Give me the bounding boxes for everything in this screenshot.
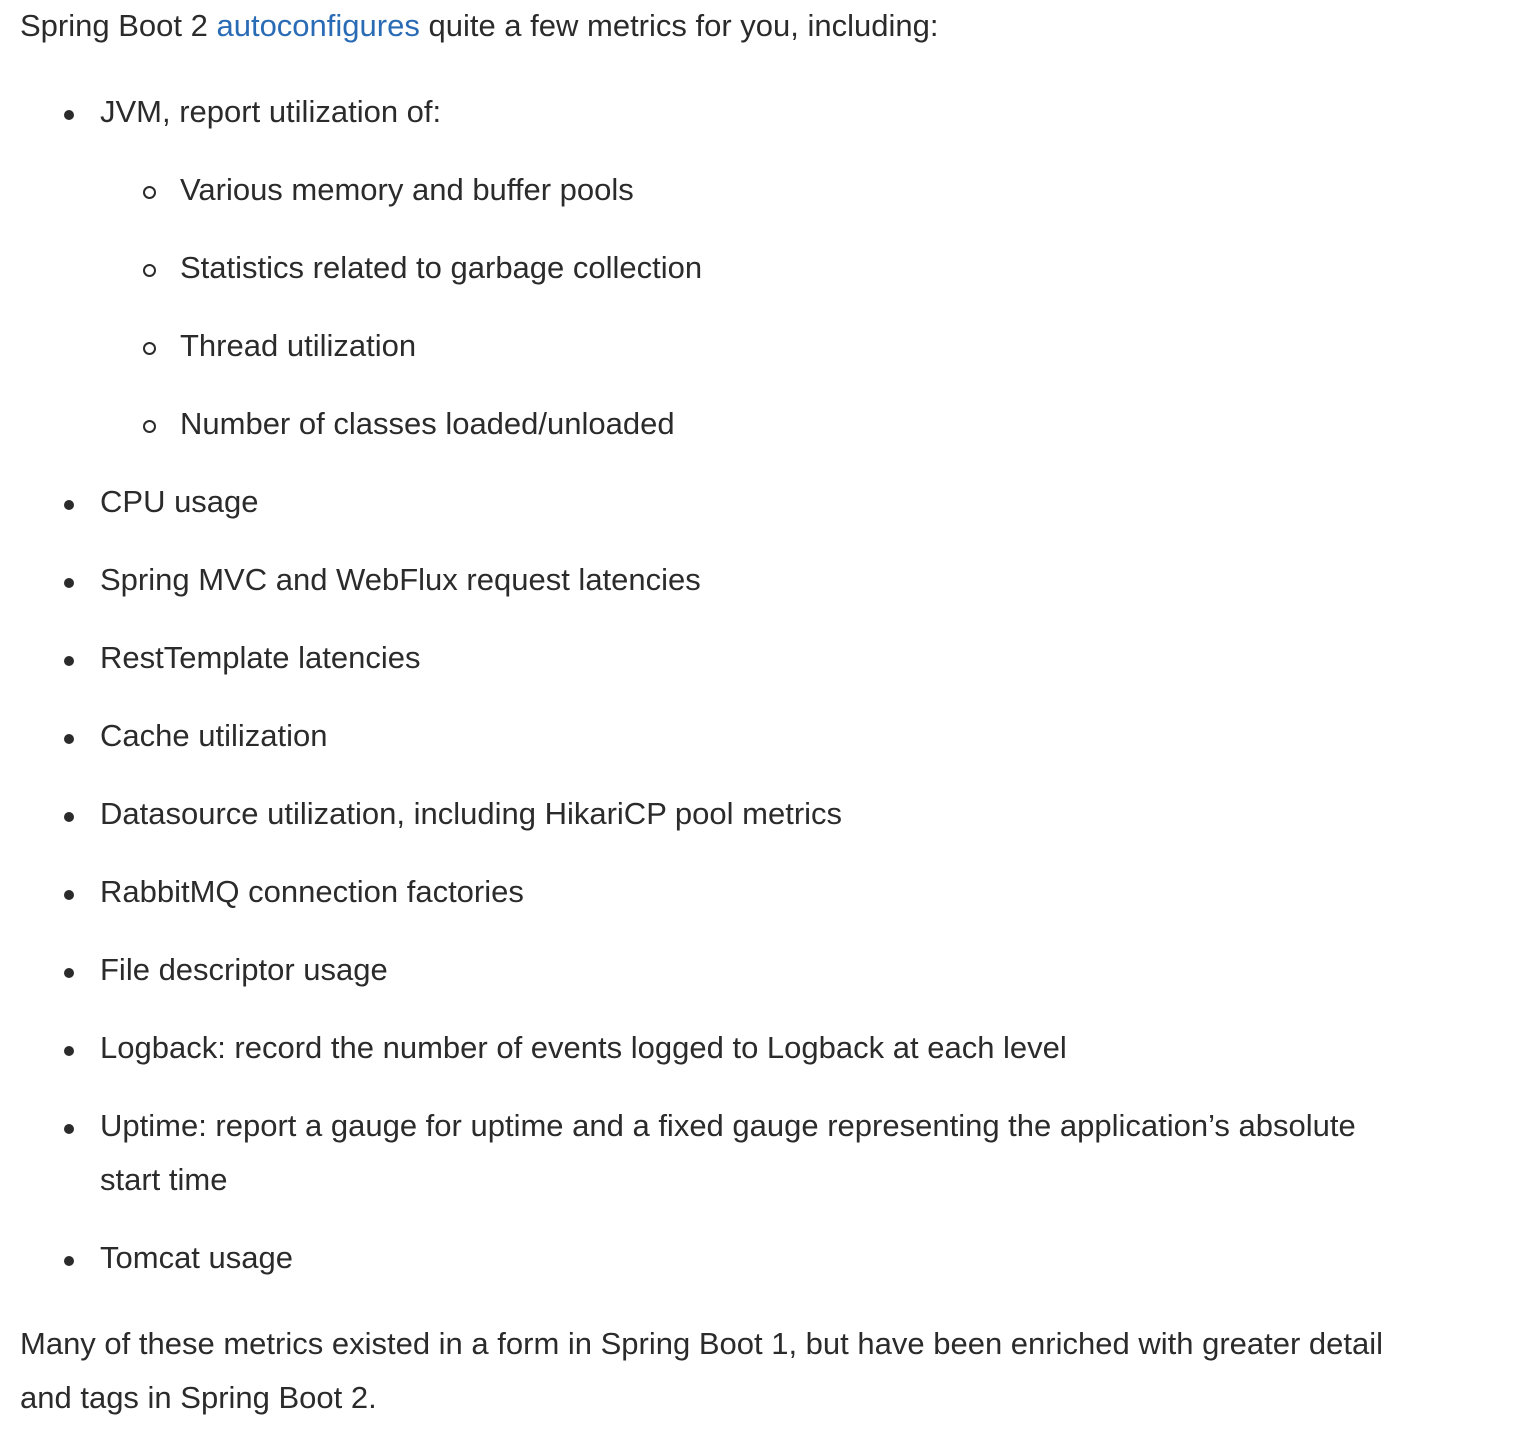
list-item-uptime-continuation: start time <box>100 1162 228 1197</box>
bullet-disc-icon <box>64 812 74 822</box>
bullet-circle-icon <box>143 264 156 277</box>
bullet-disc-icon <box>64 1256 74 1266</box>
list-item: RabbitMQ connection factories <box>100 874 524 909</box>
bullet-circle-icon <box>143 342 156 355</box>
bullet-disc-icon <box>64 1046 74 1056</box>
list-item: RestTemplate latencies <box>100 640 421 675</box>
bullet-disc-icon <box>64 890 74 900</box>
list-item-jvm: JVM, report utilization of: <box>100 94 442 129</box>
sub-list-item: Statistics related to garbage collection <box>180 250 703 285</box>
list-item: Tomcat usage <box>100 1240 293 1275</box>
list-item-uptime: Uptime: report a gauge for uptime and a fixed gauge representing the application’s absolute <box>100 1108 1356 1143</box>
intro-paragraph <box>20 8 938 44</box>
outro-paragraph-line1: Many of these metrics existed in a form in Spring Boot 1, but have been enriched with greater detail <box>20 1326 1384 1361</box>
sub-list-item: Number of classes loaded/unloaded <box>180 406 675 441</box>
list-item: CPU usage <box>100 484 259 519</box>
autoconfigures-link[interactable]: autoconfigures <box>216 8 420 43</box>
intro-text-after: quite a few metrics for you, including: <box>419 8 939 43</box>
intro-text-before: Spring Boot 2 <box>20 8 217 43</box>
list-item: Spring MVC and WebFlux request latencies <box>100 562 701 597</box>
bullet-disc-icon <box>64 968 74 978</box>
sub-list-item: Thread utilization <box>180 328 417 363</box>
list-item: Datasource utilization, including HikariCP pool metrics <box>100 796 843 831</box>
list-item: Logback: record the number of events logged to Logback at each level <box>100 1030 1067 1065</box>
bullet-circle-icon <box>143 186 156 199</box>
list-item: Cache utilization <box>100 718 328 753</box>
bullet-disc-icon <box>64 1124 74 1134</box>
bullet-circle-icon <box>143 420 156 433</box>
outro-paragraph-line2: and tags in Spring Boot 2. <box>20 1380 377 1415</box>
bullet-disc-icon <box>64 578 74 588</box>
bullet-disc-icon <box>64 500 74 510</box>
list-item: File descriptor usage <box>100 952 388 987</box>
bullet-disc-icon <box>64 656 74 666</box>
sub-list-item: Various memory and buffer pools <box>180 172 634 207</box>
bullet-disc-icon <box>64 734 74 744</box>
bullet-disc-icon <box>64 110 74 120</box>
